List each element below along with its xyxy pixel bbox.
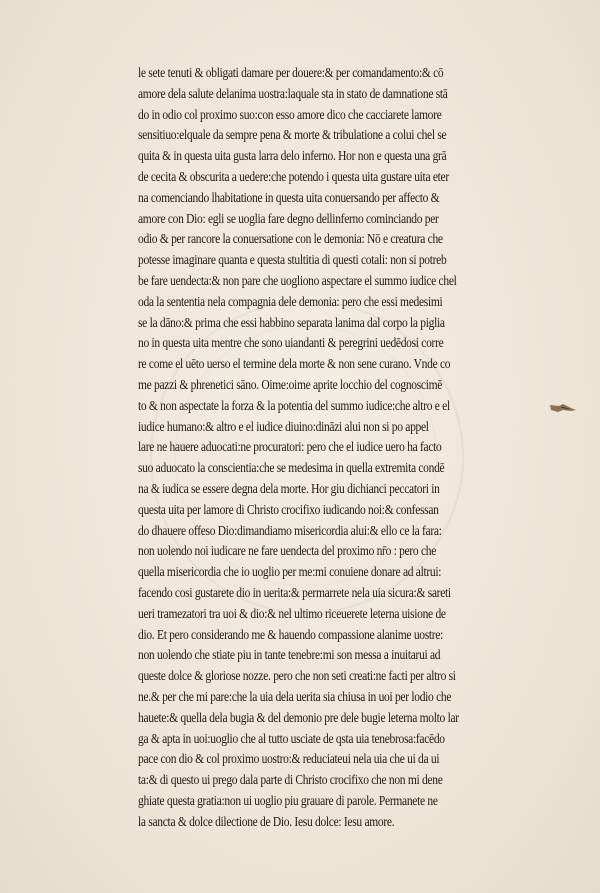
text-line: na & iudica se essere degna dela morte. Hor giu dichianci peccatori in — [138, 480, 440, 496]
text-line: ghiate questa gratia:non ui uoglio piu grauare di parole. Permanete ne — [138, 792, 438, 808]
text-line: amore dela salute delanima uostra:laquale sta in stato de damnatione stā — [138, 85, 448, 101]
text-line: quella misericordia che io uoglio per me:mi conuiene donare ad altrui: — [138, 564, 442, 580]
text-line: ta:& di questo ui prego dala parte di Christo crocifixo che non mi dene — [138, 772, 443, 788]
text-line: be fare uendecta:& non pare che uogliono aspectare el summo iudice chel — [138, 272, 457, 288]
text-line: iudice humano:& altro e el iudice diuino:dināzi alui non si po appel — [138, 418, 429, 434]
text-line: lare ne hauere aduocati:ne procuratori: pero che el iudice uero ha facto — [138, 439, 442, 455]
text-line: non uolendo noi iudicare ne fare uendecta del proximo nr̄o : pero che — [138, 543, 437, 559]
text-line: no in questa uita mentre che sono uiandanti & peregrini uedēdosi corre — [138, 335, 444, 351]
text-line: oda la sententia nela compagnia dele demonia: pero che essi medesimi — [138, 293, 443, 309]
text-line: se la dāno:& prima che essi habbino separata lanima dal corpo la piglia — [138, 314, 445, 330]
text-block — [138, 63, 538, 832]
text-line: to & non aspectate la forza & la potentia del summo iudice:che altro e el — [138, 397, 450, 413]
text-line: questa uita per lamore di Christo crocifixo iudicando noi:& confessan — [138, 501, 439, 517]
text-line: na comenciando lhabitatione in questa uita conuersando per affecto & — [138, 189, 440, 205]
text-line: hauete:& quella dela bugia & del demonio pre dele bugie leterna molto lar — [138, 709, 459, 725]
text-line: amore con Dio: egli se uoglia fare degno dellinferno cominciando per — [138, 210, 439, 226]
text-line: ueri tramezatori tra uoi & dio:& nel ultimo riceuerete leterna uisione de — [138, 605, 446, 621]
text-line: re come el uēto uerso el termine dela morte & non sene curano. Vnde co — [138, 356, 451, 372]
text-line: potesse imaginare quanta e questa stultitia di questi cotali: non si potreb — [138, 252, 447, 268]
text-line: ne.& per che mi pare:che la uia dela uerita sia chiusa in uoi per lodio che — [138, 688, 452, 704]
text-line: odio & per rancore la conuersatione con le demonia: Nō e creatura che — [138, 231, 443, 247]
manicule-icon — [549, 401, 577, 415]
text-line: pace con dio & col proximo uostro:& reduciateui nela uia che ui da ui — [138, 751, 440, 767]
text-line: quita & in questa uita gusta larra delo inferno. Hor non e questa una grā — [138, 148, 447, 164]
text-line: non uolendo che stiate piu in tante tenebre:mi son messa a inuitarui ad — [138, 647, 441, 663]
text-line: do dhauere offeso Dio:dimandiamo misericordia alui:& ello ce la fara: — [138, 522, 442, 538]
text-line: le sete tenuti & obligati damare per douere:& per comandamento:& cō — [138, 65, 444, 80]
text-line: sensitiuo:elquale da sempre pena & morte & tribulatione a colui chel se — [138, 127, 447, 143]
text-line: do in odio col proximo suo:con esso amore dico che cacciarete lamore — [138, 106, 442, 122]
text-line: la sancta & dolce dilectione de Dio. Iesu dolce: Iesu amore. — [138, 813, 395, 829]
text-line: suo aduocato la conscientia:che se medesima in quella extremita condē — [138, 460, 445, 476]
text-line: me pazzi & phrenetici sāno. Oime:oime aprite locchio del cognoscimē — [138, 376, 443, 392]
text-line: ga & apta in uoi:uoglio che al tutto usciate de qsta uia tenebrosa:facēdo — [138, 730, 445, 746]
text-line: facendo cosi gustarete dio in uerita:& permarrete nela uia sicura:& sareti — [138, 584, 451, 600]
text-line: de cecita & obscurita a uedere:che potendo i questa uita gustare uita eter — [138, 168, 449, 184]
text-line: queste dolce & gloriose nozze. pero che non seti creati:ne facti per altro si — [138, 668, 456, 684]
text-line: dio. Et pero considerando me & hauendo compassione alanime uostre: — [138, 626, 444, 642]
